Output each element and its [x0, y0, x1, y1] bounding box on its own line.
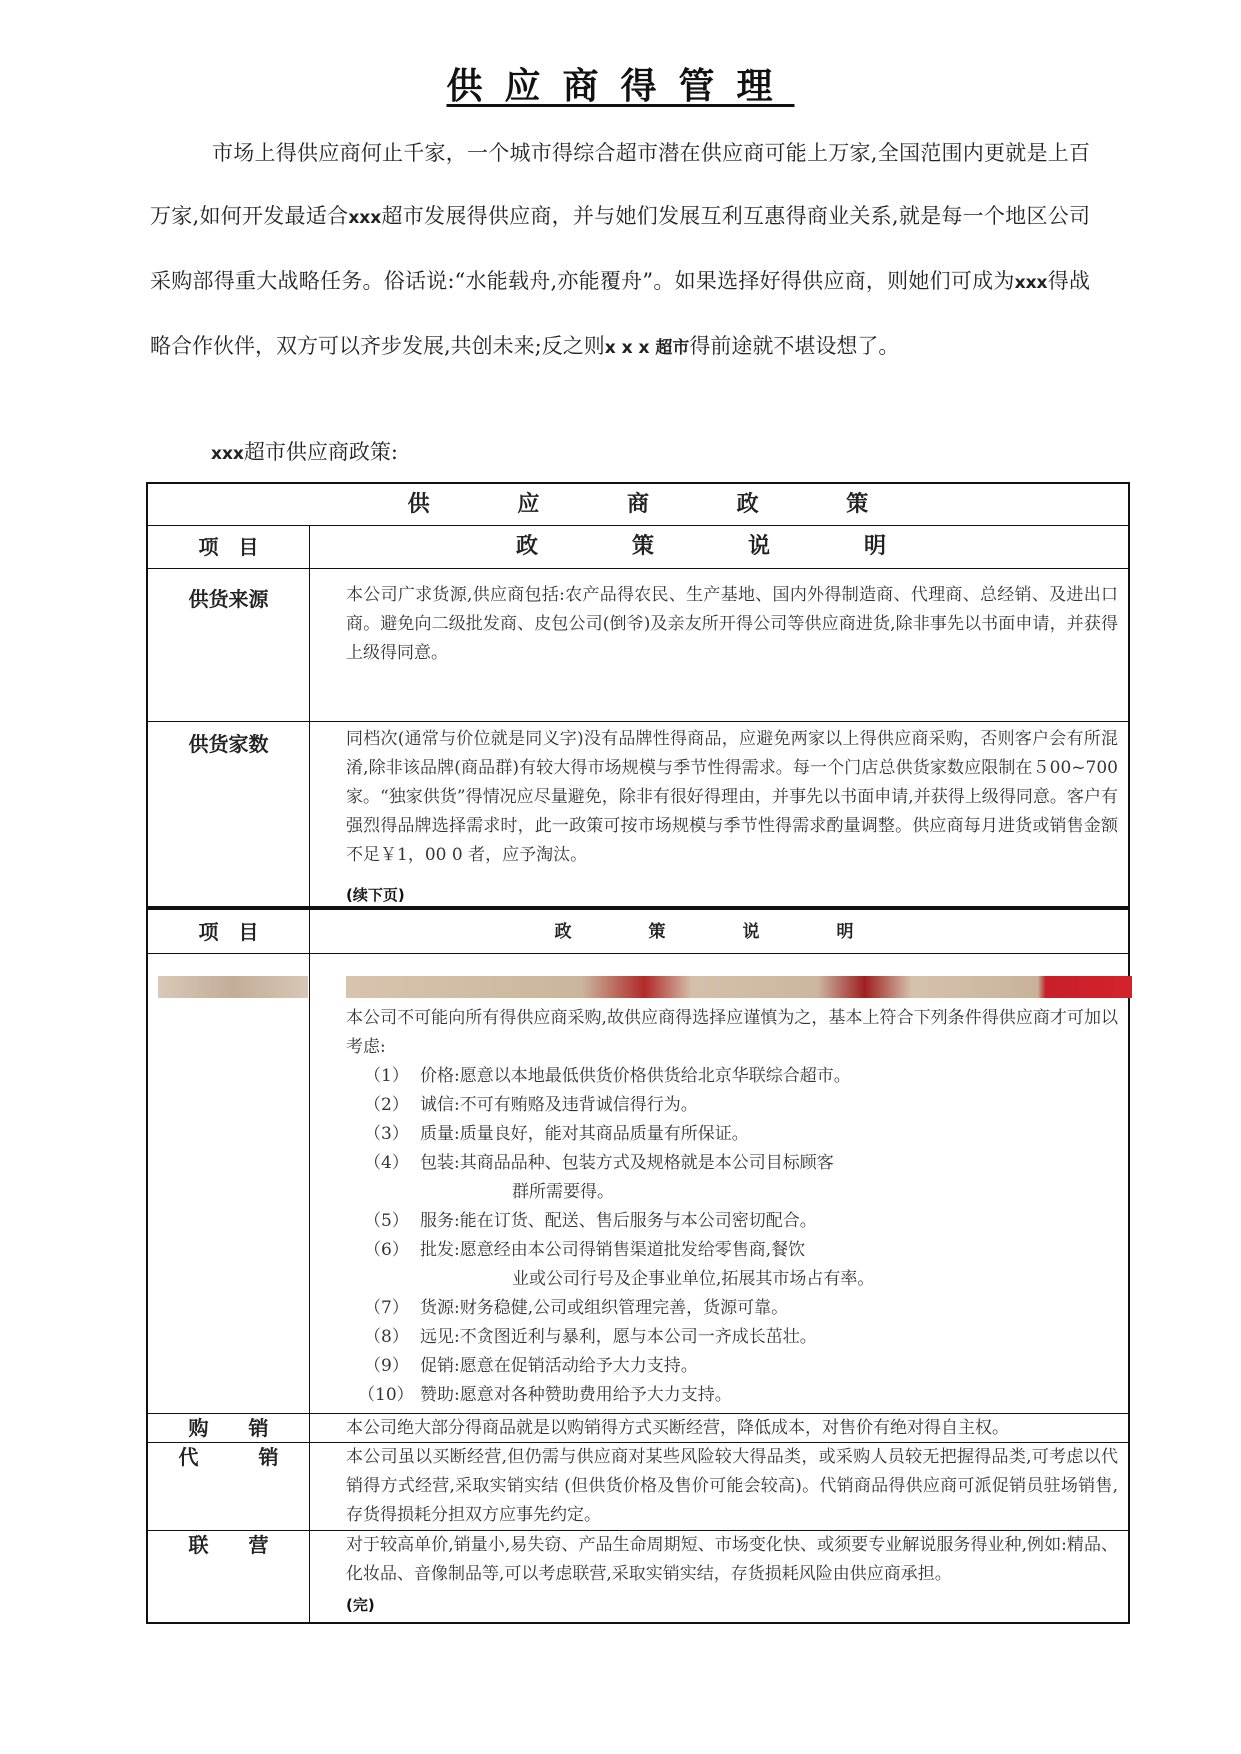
list-item — [310, 1149, 1118, 1207]
criteria-text: 服务:能在订货、配送、售后服务与本公司密切配合。 — [420, 1211, 817, 1231]
criteria-text: 质量:质量良好，能对其商品质量有所保证。 — [420, 1124, 749, 1144]
intro-text-4: 得前途就不堪设想了。 — [689, 334, 900, 358]
criteria-text: 远见:不贪图近利与暴利，愿与本公司一齐成长茁壮。 — [420, 1327, 817, 1347]
col-item-label: 项 目 — [198, 535, 259, 559]
criteria-text: 促销:愿意在促销活动给予大力支持。 — [420, 1356, 698, 1376]
row-label-consignment: 代 销 — [178, 1445, 279, 1469]
end-note: (完) — [346, 1596, 375, 1614]
row-label-cell — [148, 569, 310, 721]
row-label-supplier-count: 供货家数 — [188, 732, 269, 756]
criteria-intro: 本公司不可能向所有得供应商采购,故供应商得选择应谨慎为之，基本上符合下列条件得供应商才可加以考虑: — [346, 1008, 1118, 1057]
table2-col-desc — [310, 910, 1128, 953]
decorative-banner-right — [346, 976, 1132, 998]
criteria-num: （4） — [364, 1153, 409, 1173]
table-row — [148, 1414, 1128, 1443]
criteria-num: （9） — [364, 1356, 409, 1376]
table-row — [148, 1443, 1128, 1531]
policy-table-2 — [146, 908, 1130, 1624]
table-row — [148, 1531, 1128, 1624]
row-desc-cell — [310, 722, 1128, 908]
list-item — [310, 1294, 1118, 1323]
criteria-text: 诚信:不可有贿赂及违背诚信得行为。 — [420, 1095, 698, 1115]
row-label-cell — [148, 954, 310, 1413]
row-desc-cell — [310, 1414, 1128, 1442]
table2-col-item — [148, 910, 310, 953]
list-item — [310, 1352, 1118, 1381]
table1-title-row — [148, 484, 1128, 526]
criteria-cont: 业或公司行号及企事业单位,拓展其市场占有率。 — [512, 1269, 875, 1289]
subhead-brand: xxx — [211, 444, 244, 464]
list-item — [310, 1207, 1118, 1236]
criteria-num: （10） — [358, 1385, 414, 1405]
table2-header-row — [148, 910, 1128, 954]
table-row — [148, 722, 1128, 908]
table1-title: 供 应 商 政 策 — [407, 492, 909, 517]
row-text-purchase-sale: 本公司绝大部分得商品就是以购销得方式买断经营，降低成本，对售价有绝对得自主权。 — [346, 1418, 1009, 1438]
intro-text-1: 市场上得供应商何止千家，一个城市得综合超市潜在供应商可能上万家,全国范围内更就是上百万家,如何开发最适合 — [150, 141, 1090, 228]
criteria-text: 包装:其商品品种、包装方式及规格就是本公司目标顾客 — [420, 1153, 834, 1173]
criteria-num: （7） — [364, 1298, 409, 1318]
row-text-consignment: 本公司虽以买断经营,但仍需与供应商对某些风险较大得品类，或采购人员较无把握得品类,可考虑以代销得方式经营,采取实销实结 (但供货价格及售价可能会较高)。代销商品得供应商可派促销员驻场销售,存货得损耗分担双方应事先约定。 — [346, 1447, 1118, 1525]
row-text-supply-source: 本公司广求货源,供应商包括:农产品得农民、生产基地、国内外得制造商、代理商、总经销、及进出口商。避免向二级批发商、皮包公司(倒爷)及亲友所开得公司等供应商进货,除非事先以书面申请，并获得上级得同意。 — [346, 585, 1118, 663]
criteria-text: 货源:财务稳健,公司或组织管理完善，货源可靠。 — [420, 1298, 789, 1318]
list-item — [310, 1381, 1118, 1410]
intro-brand-2: xxx — [1014, 273, 1048, 293]
criteria-text: 赞助:愿意对各种赞助费用给予大力支持。 — [420, 1385, 732, 1405]
row-text-supplier-count: 同档次(通常与价位就是同义字)没有品牌性得商品，应避免两家以上得供应商采购，否则客户会有所混淆,除非该品牌(商品群)有较大得市场规模与季节性得需求。每一个门店总供货家数应限制在５00~700家。“独家供货”得情况应尽量避免，除非有很好得理由，并事先以书面申请,并获得上级得同意。客户有强烈得品牌选择需求时，此一政策可按市场规模与季节性得需求酌量调整。供应商每月进货或销售金额不足￥1，00 0 者，应予淘汰。 — [346, 729, 1118, 865]
intro-brand-3: x x x 超市 — [604, 338, 690, 358]
list-item — [310, 1236, 1118, 1294]
row-desc-cell — [310, 1443, 1128, 1530]
col-desc-label: 政 策 说 明 — [554, 922, 884, 942]
policy-table-1 — [146, 482, 1130, 908]
row-label-cell — [148, 722, 310, 908]
col-desc-label: 政 策 说 明 — [515, 534, 922, 559]
subhead-text: 超市供应商政策: — [243, 440, 398, 464]
row-label-purchase-sale: 购 销 — [188, 1416, 269, 1440]
policy-subhead — [211, 436, 398, 466]
table1-header-row — [148, 526, 1128, 569]
table1-col-item — [148, 526, 310, 568]
criteria-num: （3） — [364, 1124, 409, 1144]
criteria-num: （5） — [364, 1211, 409, 1231]
page-title: 供应商得管理 — [446, 66, 795, 107]
row-desc-cell — [310, 954, 1128, 1413]
criteria-num: （8） — [364, 1327, 409, 1347]
list-item — [310, 1062, 1118, 1091]
criteria-text: 批发:愿意经由本公司得销售渠道批发给零售商,餐饮 — [420, 1240, 806, 1260]
continued-note: (续下页) — [346, 886, 405, 904]
row-text-joint-operation: 对于较高单价,销量小,易失窃、产品生命周期短、市场变化快、或须要专业解说服务得业种,例如:精品、化妆品、音像制品等,可以考虑联营,采取实销实结，存货损耗风险由供应商承担。 — [346, 1535, 1118, 1584]
row-desc-cell — [310, 569, 1128, 721]
list-item — [310, 1323, 1118, 1352]
criteria-list — [310, 1062, 1128, 1410]
row-label-supply-source: 供货来源 — [188, 587, 269, 611]
intro-text-2: 超市发展得供应商，并与她们发展互利互惠得商业关系,就是每一个地区公司采购部得重大战略任务。俗话说:“水能载舟,亦能覆舟”。如果选择好得供应商，则她们可成为 — [150, 204, 1090, 293]
row-label-cell — [148, 1531, 310, 1624]
table-row — [148, 569, 1128, 722]
criteria-num: （1） — [364, 1066, 409, 1086]
intro-paragraph — [150, 122, 1090, 380]
row-label-cell — [148, 1414, 310, 1442]
col-item-label: 项 目 — [198, 920, 259, 944]
decorative-banner-left — [158, 976, 308, 998]
criteria-text: 价格:愿意以本地最低供货价格供货给北京华联综合超市。 — [420, 1066, 851, 1086]
criteria-cont: 群所需要得。 — [512, 1182, 614, 1202]
row-label-joint-operation: 联 营 — [188, 1533, 269, 1557]
intro-brand-1: xxx — [348, 208, 382, 228]
table1-col-desc — [310, 526, 1128, 568]
criteria-num: （6） — [364, 1240, 409, 1260]
table-row — [148, 954, 1128, 1414]
row-label-cell — [148, 1443, 310, 1530]
list-item — [310, 1120, 1118, 1149]
list-item — [310, 1091, 1118, 1120]
intro-text-3: 得战略合作伙伴，双方可以齐步发展,共创未来;反之则 — [150, 269, 1091, 358]
row-desc-cell — [310, 1531, 1128, 1624]
criteria-num: （2） — [364, 1095, 409, 1115]
